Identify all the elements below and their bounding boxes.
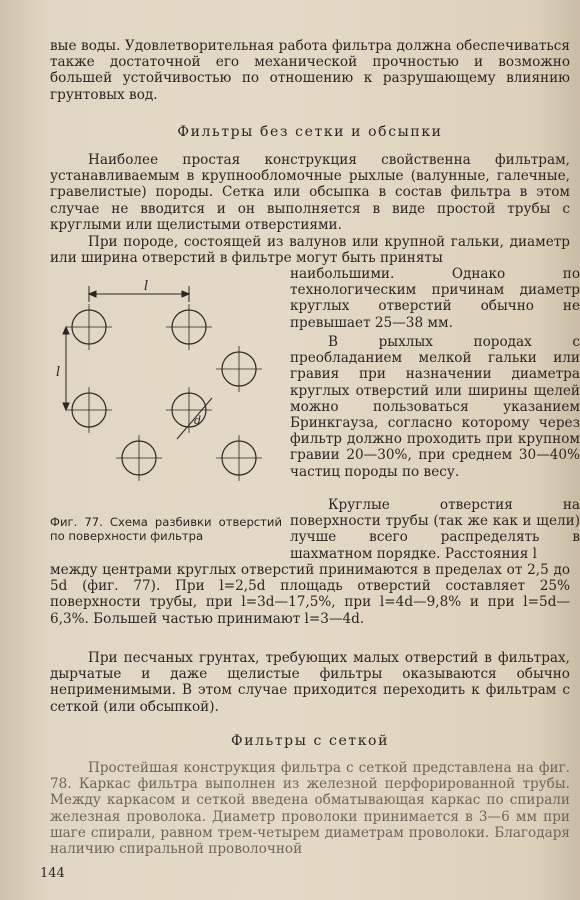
paragraph-round-holes-start: Круглые отверстия на поверхности трубы (так же как и щели) лучше всего распределять в шахматном порядке. Расстояния l [290, 497, 580, 562]
hole [216, 435, 262, 481]
hole [166, 387, 212, 433]
hole [66, 387, 112, 433]
section-heading-no-mesh: Фильтры без сетки и обсыпки [177, 124, 443, 140]
paragraph-gravel: В рыхлых породах с преобладанием мелкой гальки или гравия при назначении диаметра круглых отверстий или ширины щелей можно пользоваться указанием Бринкгауза, согласно которому через фильтр должно проходить при крупном гравии 20—30%, при среднем 30—40% частиц породы по весу. [290, 334, 580, 480]
hole [116, 435, 162, 481]
dimension-l-side [63, 327, 69, 410]
figure-caption: Фиг. 77. Схема разбивки отверстий по поверхности фильтра [50, 515, 282, 543]
paragraph-boulders-start: При породе, состоящей из валунов или крупной гальки, диаметр или ширина отверстий в фильтре могут быть приняты [50, 234, 570, 267]
dimension-l-top [89, 286, 189, 302]
page-number: 144 [40, 866, 65, 881]
holes-layer [66, 304, 262, 481]
paragraph-mesh-filter: Простейшая конструкция фильтра с сеткой представлена на фиг. 78. Каркас фильтра выполнен из железной перфорированной трубы. Между каркасом и сеткой введена обматывающая каркас по спирали железная проволока. Диаметр проволоки принимается в 3—6 мм при шаге спирали, равном трем-четырем диаметрам проволоки. Благодаря наличию спиральной проволочной [50, 760, 570, 858]
label-l-top: l [144, 280, 149, 294]
label-l-side: l [56, 365, 61, 380]
hole [216, 346, 262, 392]
hole [66, 304, 112, 350]
label-d: d [194, 414, 202, 427]
paragraph-simple-construction: Наиболее простая конструкция свойственна фильтрам, устанавливаемым в крупнообломочные рыхлые (валунные, галечные, гравелистые) породы. Сетка или обсыпка в состав фильтра в этом случае не вводится и он выполняется в виде простой трубы с круглыми или щелистыми отверстиями. [50, 152, 570, 233]
hole [166, 304, 212, 350]
figure-hole-layout [54, 280, 279, 505]
paragraph-boulders-continued: наибольшими. Однако по технологическим причинам диаметр круглых отверстий обычно не превышает 25—38 мм. [290, 266, 580, 331]
paragraph-round-holes-continued: между центрами круглых отверстий принимаются в пределах от 2,5 до 5d (фиг. 77). При l=2,5d площадь отверстий составляет 25% поверхности трубы, при l=3d—17,5%, при l=4d—9,8% и при l=5d—6,3%. Большей частью принимают l=3—4d. [50, 562, 570, 627]
paragraph-continuation: вые воды. Удовлетворительная работа фильтра должна обеспечиваться также достаточной его механической прочностью и возможно большей устойчивостью по отношению к разрушающему влиянию грунтовых вод. [50, 38, 570, 103]
section-heading-with-mesh: Фильтры с сеткой [230, 733, 390, 749]
paragraph-sandy-soils: При песчаных грунтах, требующих малых отверстий в фильтрах, дырчатые и даже щелистые фильтры оказываются обычно неприменимыми. В этом случае приходится переходить к фильтрам с сеткой (или обсыпкой). [50, 650, 570, 715]
